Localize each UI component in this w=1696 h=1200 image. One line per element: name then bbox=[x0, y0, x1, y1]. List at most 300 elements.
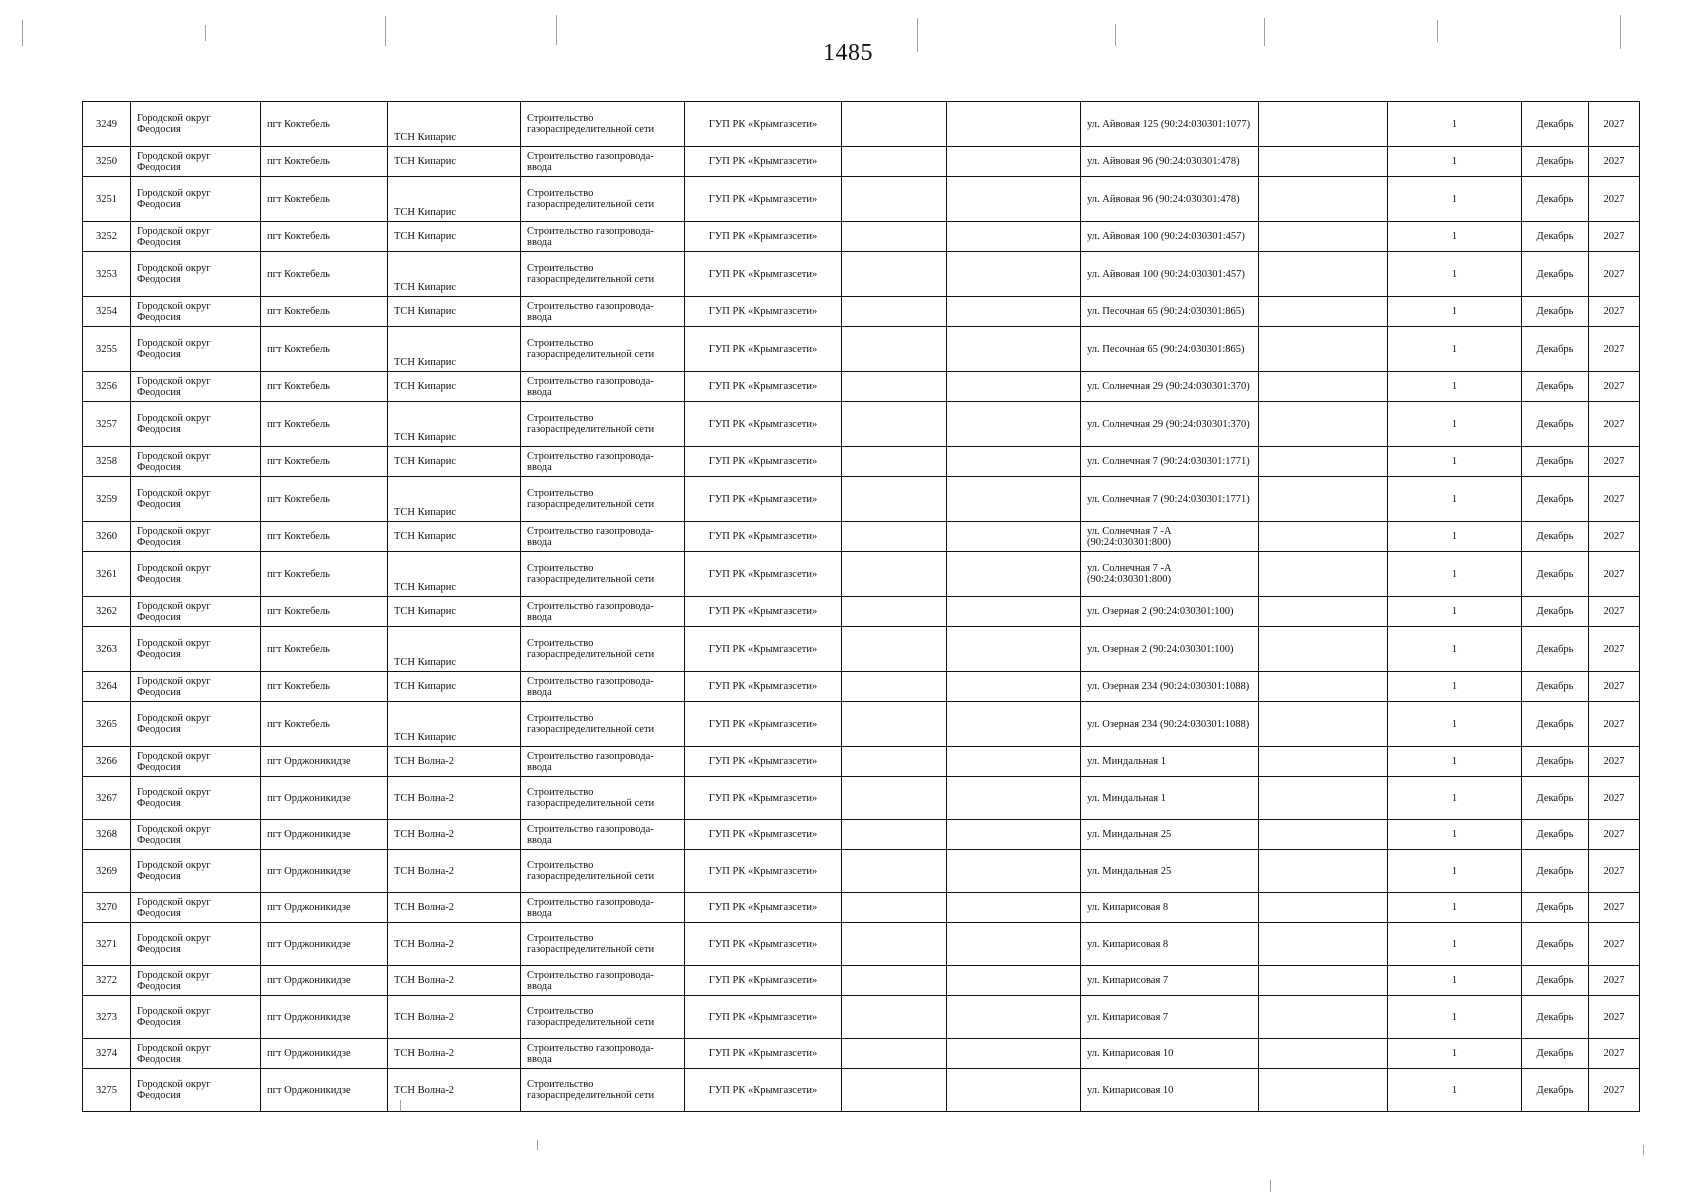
empty-cell bbox=[842, 966, 947, 996]
address-cell: ул. Айвовая 100 (90:24:030301:457) bbox=[1081, 252, 1259, 297]
table-row bbox=[83, 327, 1640, 372]
quantity-cell: 1 bbox=[1388, 747, 1522, 777]
work-type-cell: Строительство газопровода-ввода bbox=[521, 1039, 685, 1069]
municipality-cell: Городской округ Феодосия bbox=[131, 702, 261, 747]
settlement-cell: пгт Орджоникидзе bbox=[261, 820, 388, 850]
empty-cell bbox=[947, 996, 1081, 1039]
quantity-cell: 1 bbox=[1388, 923, 1522, 966]
settlement-cell: пгт Орджоникидзе bbox=[261, 1069, 388, 1112]
municipality-cell: Городской округ Феодосия bbox=[131, 447, 261, 477]
row-number: 3273 bbox=[83, 996, 131, 1039]
executor-cell: ГУП РК «Крымгазсети» bbox=[685, 672, 842, 702]
year-cell: 2027 bbox=[1589, 747, 1640, 777]
work-type-cell: Строительство газопровода-ввода bbox=[521, 747, 685, 777]
address-cell: ул. Солнечная 7 -А (90:24:030301:800) bbox=[1081, 522, 1259, 552]
executor-cell: ГУП РК «Крымгазсети» bbox=[685, 552, 842, 597]
empty-cell bbox=[842, 252, 947, 297]
scan-speck bbox=[1437, 20, 1438, 42]
quantity-cell: 1 bbox=[1388, 222, 1522, 252]
address-cell: ул. Кипарисовая 7 bbox=[1081, 996, 1259, 1039]
scan-speck bbox=[22, 20, 23, 46]
empty-cell bbox=[1259, 777, 1388, 820]
empty-cell bbox=[842, 522, 947, 552]
month-cell: Декабрь bbox=[1522, 252, 1589, 297]
settlement-cell: пгт Коктебель bbox=[261, 702, 388, 747]
row-number: 3255 bbox=[83, 327, 131, 372]
month-cell: Декабрь bbox=[1522, 627, 1589, 672]
row-number: 3253 bbox=[83, 252, 131, 297]
row-number: 3267 bbox=[83, 777, 131, 820]
executor-cell: ГУП РК «Крымгазсети» bbox=[685, 923, 842, 966]
address-cell: ул. Кипарисовая 7 bbox=[1081, 966, 1259, 996]
empty-cell bbox=[947, 327, 1081, 372]
scan-speck bbox=[1620, 15, 1621, 49]
organization-cell: ТСН Волна-2 bbox=[388, 747, 521, 777]
table-row bbox=[83, 147, 1640, 177]
address-cell: ул. Песочная 65 (90:24:030301:865) bbox=[1081, 297, 1259, 327]
empty-cell bbox=[842, 297, 947, 327]
row-number: 3269 bbox=[83, 850, 131, 893]
organization-cell: ТСН Кипарис bbox=[388, 372, 521, 402]
settlement-cell: пгт Орджоникидзе bbox=[261, 966, 388, 996]
empty-cell bbox=[947, 1039, 1081, 1069]
organization-cell: ТСН Волна-2 bbox=[388, 893, 521, 923]
table-row bbox=[83, 777, 1640, 820]
month-cell: Декабрь bbox=[1522, 893, 1589, 923]
municipality-cell: Городской округ Феодосия bbox=[131, 327, 261, 372]
page-number: 1485 bbox=[823, 40, 873, 66]
scan-speck bbox=[537, 1140, 538, 1150]
empty-cell bbox=[1259, 522, 1388, 552]
organization-cell: ТСН Волна-2 bbox=[388, 777, 521, 820]
empty-cell bbox=[842, 850, 947, 893]
empty-cell bbox=[947, 702, 1081, 747]
row-number: 3274 bbox=[83, 1039, 131, 1069]
month-cell: Декабрь bbox=[1522, 966, 1589, 996]
table-row bbox=[83, 1039, 1640, 1069]
table-row bbox=[83, 893, 1640, 923]
municipality-cell: Городской округ Феодосия bbox=[131, 402, 261, 447]
month-cell: Декабрь bbox=[1522, 923, 1589, 966]
municipality-cell: Городской округ Феодосия bbox=[131, 147, 261, 177]
settlement-cell: пгт Коктебель bbox=[261, 372, 388, 402]
organization-cell: ТСН Кипарис bbox=[388, 627, 521, 672]
table-row bbox=[83, 222, 1640, 252]
executor-cell: ГУП РК «Крымгазсети» bbox=[685, 297, 842, 327]
executor-cell: ГУП РК «Крымгазсети» bbox=[685, 222, 842, 252]
empty-cell bbox=[947, 297, 1081, 327]
municipality-cell: Городской округ Феодосия bbox=[131, 966, 261, 996]
empty-cell bbox=[947, 597, 1081, 627]
scan-speck bbox=[917, 18, 918, 52]
month-cell: Декабрь bbox=[1522, 297, 1589, 327]
address-cell: ул. Солнечная 7 (90:24:030301:1771) bbox=[1081, 477, 1259, 522]
table-row bbox=[83, 820, 1640, 850]
empty-cell bbox=[947, 402, 1081, 447]
work-type-cell: Строительство газопровода-ввода bbox=[521, 522, 685, 552]
executor-cell: ГУП РК «Крымгазсети» bbox=[685, 1039, 842, 1069]
empty-cell bbox=[1259, 893, 1388, 923]
empty-cell bbox=[947, 252, 1081, 297]
executor-cell: ГУП РК «Крымгазсети» bbox=[685, 1069, 842, 1112]
executor-cell: ГУП РК «Крымгазсети» bbox=[685, 966, 842, 996]
month-cell: Декабрь bbox=[1522, 702, 1589, 747]
address-cell: ул. Озерная 234 (90:24:030301:1088) bbox=[1081, 672, 1259, 702]
empty-cell bbox=[947, 102, 1081, 147]
empty-cell bbox=[842, 702, 947, 747]
empty-cell bbox=[1259, 252, 1388, 297]
quantity-cell: 1 bbox=[1388, 1039, 1522, 1069]
quantity-cell: 1 bbox=[1388, 372, 1522, 402]
settlement-cell: пгт Коктебель bbox=[261, 477, 388, 522]
month-cell: Декабрь bbox=[1522, 996, 1589, 1039]
work-type-cell: Строительство газораспределительной сети bbox=[521, 477, 685, 522]
organization-cell: ТСН Кипарис bbox=[388, 177, 521, 222]
quantity-cell: 1 bbox=[1388, 477, 1522, 522]
empty-cell bbox=[947, 372, 1081, 402]
executor-cell: ГУП РК «Крымгазсети» bbox=[685, 627, 842, 672]
table-row bbox=[83, 747, 1640, 777]
quantity-cell: 1 bbox=[1388, 327, 1522, 372]
address-cell: ул. Айвовая 125 (90:24:030301:1077) bbox=[1081, 102, 1259, 147]
work-type-cell: Строительство газораспределительной сети bbox=[521, 402, 685, 447]
address-cell: ул. Озерная 234 (90:24:030301:1088) bbox=[1081, 702, 1259, 747]
address-cell: ул. Кипарисовая 10 bbox=[1081, 1069, 1259, 1112]
empty-cell bbox=[1259, 102, 1388, 147]
executor-cell: ГУП РК «Крымгазсети» bbox=[685, 102, 842, 147]
year-cell: 2027 bbox=[1589, 597, 1640, 627]
municipality-cell: Городской округ Феодосия bbox=[131, 222, 261, 252]
row-number: 3254 bbox=[83, 297, 131, 327]
empty-cell bbox=[1259, 447, 1388, 477]
scan-speck bbox=[385, 16, 386, 46]
work-type-cell: Строительство газораспределительной сети bbox=[521, 177, 685, 222]
year-cell: 2027 bbox=[1589, 627, 1640, 672]
year-cell: 2027 bbox=[1589, 252, 1640, 297]
table-row bbox=[83, 372, 1640, 402]
quantity-cell: 1 bbox=[1388, 893, 1522, 923]
quantity-cell: 1 bbox=[1388, 966, 1522, 996]
municipality-cell: Городской округ Феодосия bbox=[131, 747, 261, 777]
empty-cell bbox=[1259, 402, 1388, 447]
year-cell: 2027 bbox=[1589, 1039, 1640, 1069]
scan-speck bbox=[1264, 18, 1265, 46]
work-type-cell: Строительство газораспределительной сети bbox=[521, 923, 685, 966]
table-row bbox=[83, 597, 1640, 627]
empty-cell bbox=[1259, 923, 1388, 966]
organization-cell: ТСН Кипарис bbox=[388, 252, 521, 297]
municipality-cell: Городской округ Феодосия bbox=[131, 1069, 261, 1112]
municipality-cell: Городской округ Феодосия bbox=[131, 850, 261, 893]
address-cell: ул. Озерная 2 (90:24:030301:100) bbox=[1081, 627, 1259, 672]
year-cell: 2027 bbox=[1589, 777, 1640, 820]
executor-cell: ГУП РК «Крымгазсети» bbox=[685, 477, 842, 522]
scan-speck bbox=[556, 15, 557, 45]
quantity-cell: 1 bbox=[1388, 177, 1522, 222]
work-type-cell: Строительство газораспределительной сети bbox=[521, 552, 685, 597]
address-cell: ул. Айвовая 96 (90:24:030301:478) bbox=[1081, 177, 1259, 222]
month-cell: Декабрь bbox=[1522, 327, 1589, 372]
work-type-cell: Строительство газораспределительной сети bbox=[521, 1069, 685, 1112]
year-cell: 2027 bbox=[1589, 702, 1640, 747]
empty-cell bbox=[842, 923, 947, 966]
executor-cell: ГУП РК «Крымгазсети» bbox=[685, 252, 842, 297]
empty-cell bbox=[842, 820, 947, 850]
quantity-cell: 1 bbox=[1388, 297, 1522, 327]
year-cell: 2027 bbox=[1589, 996, 1640, 1039]
settlement-cell: пгт Коктебель bbox=[261, 447, 388, 477]
executor-cell: ГУП РК «Крымгазсети» bbox=[685, 820, 842, 850]
executor-cell: ГУП РК «Крымгазсети» bbox=[685, 522, 842, 552]
empty-cell bbox=[1259, 552, 1388, 597]
year-cell: 2027 bbox=[1589, 372, 1640, 402]
settlement-cell: пгт Коктебель bbox=[261, 597, 388, 627]
quantity-cell: 1 bbox=[1388, 996, 1522, 1039]
municipality-cell: Городской округ Феодосия bbox=[131, 552, 261, 597]
year-cell: 2027 bbox=[1589, 477, 1640, 522]
month-cell: Декабрь bbox=[1522, 447, 1589, 477]
empty-cell bbox=[842, 552, 947, 597]
table-row bbox=[83, 627, 1640, 672]
row-number: 3252 bbox=[83, 222, 131, 252]
work-type-cell: Строительство газораспределительной сети bbox=[521, 102, 685, 147]
table-row bbox=[83, 252, 1640, 297]
year-cell: 2027 bbox=[1589, 850, 1640, 893]
settlement-cell: пгт Орджоникидзе bbox=[261, 777, 388, 820]
month-cell: Декабрь bbox=[1522, 222, 1589, 252]
municipality-cell: Городской округ Феодосия bbox=[131, 522, 261, 552]
empty-cell bbox=[947, 747, 1081, 777]
empty-cell bbox=[1259, 672, 1388, 702]
scan-speck bbox=[205, 25, 206, 41]
year-cell: 2027 bbox=[1589, 402, 1640, 447]
quantity-cell: 1 bbox=[1388, 402, 1522, 447]
settlement-cell: пгт Коктебель bbox=[261, 147, 388, 177]
year-cell: 2027 bbox=[1589, 1069, 1640, 1112]
empty-cell bbox=[947, 147, 1081, 177]
month-cell: Декабрь bbox=[1522, 1039, 1589, 1069]
table-row bbox=[83, 996, 1640, 1039]
month-cell: Декабрь bbox=[1522, 147, 1589, 177]
year-cell: 2027 bbox=[1589, 522, 1640, 552]
work-type-cell: Строительство газораспределительной сети bbox=[521, 252, 685, 297]
empty-cell bbox=[947, 966, 1081, 996]
address-cell: ул. Кипарисовая 8 bbox=[1081, 893, 1259, 923]
settlement-cell: пгт Коктебель bbox=[261, 102, 388, 147]
gas-connection-table bbox=[82, 101, 1640, 1112]
address-cell: ул. Кипарисовая 8 bbox=[1081, 923, 1259, 966]
empty-cell bbox=[842, 672, 947, 702]
empty-cell bbox=[842, 372, 947, 402]
work-type-cell: Строительство газопровода-ввода bbox=[521, 820, 685, 850]
settlement-cell: пгт Орджоникидзе bbox=[261, 893, 388, 923]
organization-cell: ТСН Кипарис bbox=[388, 522, 521, 552]
municipality-cell: Городской округ Феодосия bbox=[131, 820, 261, 850]
empty-cell bbox=[1259, 147, 1388, 177]
month-cell: Декабрь bbox=[1522, 402, 1589, 447]
work-type-cell: Строительство газопровода-ввода bbox=[521, 222, 685, 252]
quantity-cell: 1 bbox=[1388, 672, 1522, 702]
empty-cell bbox=[947, 820, 1081, 850]
municipality-cell: Городской округ Феодосия bbox=[131, 923, 261, 966]
work-type-cell: Строительство газопровода-ввода bbox=[521, 672, 685, 702]
settlement-cell: пгт Орджоникидзе bbox=[261, 923, 388, 966]
settlement-cell: пгт Коктебель bbox=[261, 177, 388, 222]
empty-cell bbox=[947, 477, 1081, 522]
row-number: 3251 bbox=[83, 177, 131, 222]
work-type-cell: Строительство газопровода-ввода bbox=[521, 597, 685, 627]
quantity-cell: 1 bbox=[1388, 447, 1522, 477]
empty-cell bbox=[842, 1039, 947, 1069]
work-type-cell: Строительство газопровода-ввода bbox=[521, 893, 685, 923]
table-row bbox=[83, 297, 1640, 327]
month-cell: Декабрь bbox=[1522, 477, 1589, 522]
organization-cell: ТСН Кипарис bbox=[388, 102, 521, 147]
table-row bbox=[83, 850, 1640, 893]
executor-cell: ГУП РК «Крымгазсети» bbox=[685, 372, 842, 402]
empty-cell bbox=[1259, 747, 1388, 777]
quantity-cell: 1 bbox=[1388, 1069, 1522, 1112]
address-cell: ул. Кипарисовая 10 bbox=[1081, 1039, 1259, 1069]
municipality-cell: Городской округ Феодосия bbox=[131, 372, 261, 402]
quantity-cell: 1 bbox=[1388, 627, 1522, 672]
empty-cell bbox=[947, 923, 1081, 966]
organization-cell: ТСН Волна-2 bbox=[388, 850, 521, 893]
year-cell: 2027 bbox=[1589, 672, 1640, 702]
organization-cell: ТСН Волна-2 bbox=[388, 820, 521, 850]
executor-cell: ГУП РК «Крымгазсети» bbox=[685, 702, 842, 747]
row-number: 3266 bbox=[83, 747, 131, 777]
empty-cell bbox=[1259, 477, 1388, 522]
year-cell: 2027 bbox=[1589, 966, 1640, 996]
empty-cell bbox=[842, 477, 947, 522]
executor-cell: ГУП РК «Крымгазсети» bbox=[685, 996, 842, 1039]
executor-cell: ГУП РК «Крымгазсети» bbox=[685, 597, 842, 627]
quantity-cell: 1 bbox=[1388, 552, 1522, 597]
address-cell: ул. Миндальная 25 bbox=[1081, 820, 1259, 850]
table-row bbox=[83, 102, 1640, 147]
organization-cell: ТСН Кипарис bbox=[388, 552, 521, 597]
organization-cell: ТСН Волна-2 bbox=[388, 923, 521, 966]
municipality-cell: Городской округ Феодосия bbox=[131, 777, 261, 820]
table-row bbox=[83, 702, 1640, 747]
work-type-cell: Строительство газораспределительной сети bbox=[521, 777, 685, 820]
quantity-cell: 1 bbox=[1388, 820, 1522, 850]
quantity-cell: 1 bbox=[1388, 147, 1522, 177]
empty-cell bbox=[1259, 1039, 1388, 1069]
empty-cell bbox=[842, 1069, 947, 1112]
empty-cell bbox=[842, 777, 947, 820]
address-cell: ул. Песочная 65 (90:24:030301:865) bbox=[1081, 327, 1259, 372]
executor-cell: ГУП РК «Крымгазсети» bbox=[685, 147, 842, 177]
month-cell: Декабрь bbox=[1522, 177, 1589, 222]
empty-cell bbox=[842, 447, 947, 477]
scan-speck bbox=[1115, 24, 1116, 46]
executor-cell: ГУП РК «Крымгазсети» bbox=[685, 447, 842, 477]
table-row bbox=[83, 923, 1640, 966]
row-number: 3271 bbox=[83, 923, 131, 966]
row-number: 3275 bbox=[83, 1069, 131, 1112]
row-number: 3250 bbox=[83, 147, 131, 177]
municipality-cell: Городской округ Феодосия bbox=[131, 597, 261, 627]
empty-cell bbox=[842, 147, 947, 177]
month-cell: Декабрь bbox=[1522, 1069, 1589, 1112]
month-cell: Декабрь bbox=[1522, 777, 1589, 820]
quantity-cell: 1 bbox=[1388, 702, 1522, 747]
settlement-cell: пгт Коктебель bbox=[261, 252, 388, 297]
address-cell: ул. Солнечная 7 (90:24:030301:1771) bbox=[1081, 447, 1259, 477]
work-type-cell: Строительство газораспределительной сети bbox=[521, 327, 685, 372]
scan-speck bbox=[1270, 1180, 1271, 1192]
empty-cell bbox=[947, 893, 1081, 923]
address-cell: ул. Айвовая 96 (90:24:030301:478) bbox=[1081, 147, 1259, 177]
year-cell: 2027 bbox=[1589, 222, 1640, 252]
empty-cell bbox=[1259, 627, 1388, 672]
settlement-cell: пгт Коктебель bbox=[261, 552, 388, 597]
empty-cell bbox=[947, 177, 1081, 222]
empty-cell bbox=[1259, 1069, 1388, 1112]
quantity-cell: 1 bbox=[1388, 102, 1522, 147]
row-number: 3265 bbox=[83, 702, 131, 747]
year-cell: 2027 bbox=[1589, 552, 1640, 597]
work-type-cell: Строительство газораспределительной сети bbox=[521, 627, 685, 672]
year-cell: 2027 bbox=[1589, 923, 1640, 966]
work-type-cell: Строительство газопровода-ввода bbox=[521, 372, 685, 402]
table-row bbox=[83, 522, 1640, 552]
year-cell: 2027 bbox=[1589, 297, 1640, 327]
work-type-cell: Строительство газопровода-ввода bbox=[521, 297, 685, 327]
municipality-cell: Городской округ Феодосия bbox=[131, 996, 261, 1039]
empty-cell bbox=[947, 777, 1081, 820]
row-number: 3270 bbox=[83, 893, 131, 923]
organization-cell: ТСН Кипарис bbox=[388, 327, 521, 372]
empty-cell bbox=[1259, 597, 1388, 627]
municipality-cell: Городской округ Феодосия bbox=[131, 672, 261, 702]
table-row bbox=[83, 1069, 1640, 1112]
month-cell: Декабрь bbox=[1522, 522, 1589, 552]
municipality-cell: Городской округ Феодосия bbox=[131, 102, 261, 147]
municipality-cell: Городской округ Феодосия bbox=[131, 1039, 261, 1069]
municipality-cell: Городской округ Феодосия bbox=[131, 893, 261, 923]
table-row bbox=[83, 552, 1640, 597]
quantity-cell: 1 bbox=[1388, 850, 1522, 893]
organization-cell: ТСН Кипарис bbox=[388, 597, 521, 627]
municipality-cell: Городской округ Феодосия bbox=[131, 297, 261, 327]
empty-cell bbox=[842, 747, 947, 777]
address-cell: ул. Айвовая 100 (90:24:030301:457) bbox=[1081, 222, 1259, 252]
row-number: 3258 bbox=[83, 447, 131, 477]
organization-cell: ТСН Волна-2 bbox=[388, 996, 521, 1039]
empty-cell bbox=[842, 893, 947, 923]
organization-cell: ТСН Волна-2 bbox=[388, 1039, 521, 1069]
year-cell: 2027 bbox=[1589, 327, 1640, 372]
empty-cell bbox=[947, 627, 1081, 672]
organization-cell: ТСН Кипарис bbox=[388, 447, 521, 477]
empty-cell bbox=[1259, 177, 1388, 222]
work-type-cell: Строительство газораспределительной сети bbox=[521, 996, 685, 1039]
empty-cell bbox=[947, 672, 1081, 702]
organization-cell: ТСН Кипарис bbox=[388, 702, 521, 747]
executor-cell: ГУП РК «Крымгазсети» bbox=[685, 747, 842, 777]
municipality-cell: Городской округ Феодосия bbox=[131, 477, 261, 522]
row-number: 3257 bbox=[83, 402, 131, 447]
empty-cell bbox=[947, 447, 1081, 477]
empty-cell bbox=[842, 996, 947, 1039]
year-cell: 2027 bbox=[1589, 820, 1640, 850]
organization-cell: ТСН Кипарис bbox=[388, 672, 521, 702]
settlement-cell: пгт Орджоникидзе bbox=[261, 996, 388, 1039]
empty-cell bbox=[1259, 820, 1388, 850]
